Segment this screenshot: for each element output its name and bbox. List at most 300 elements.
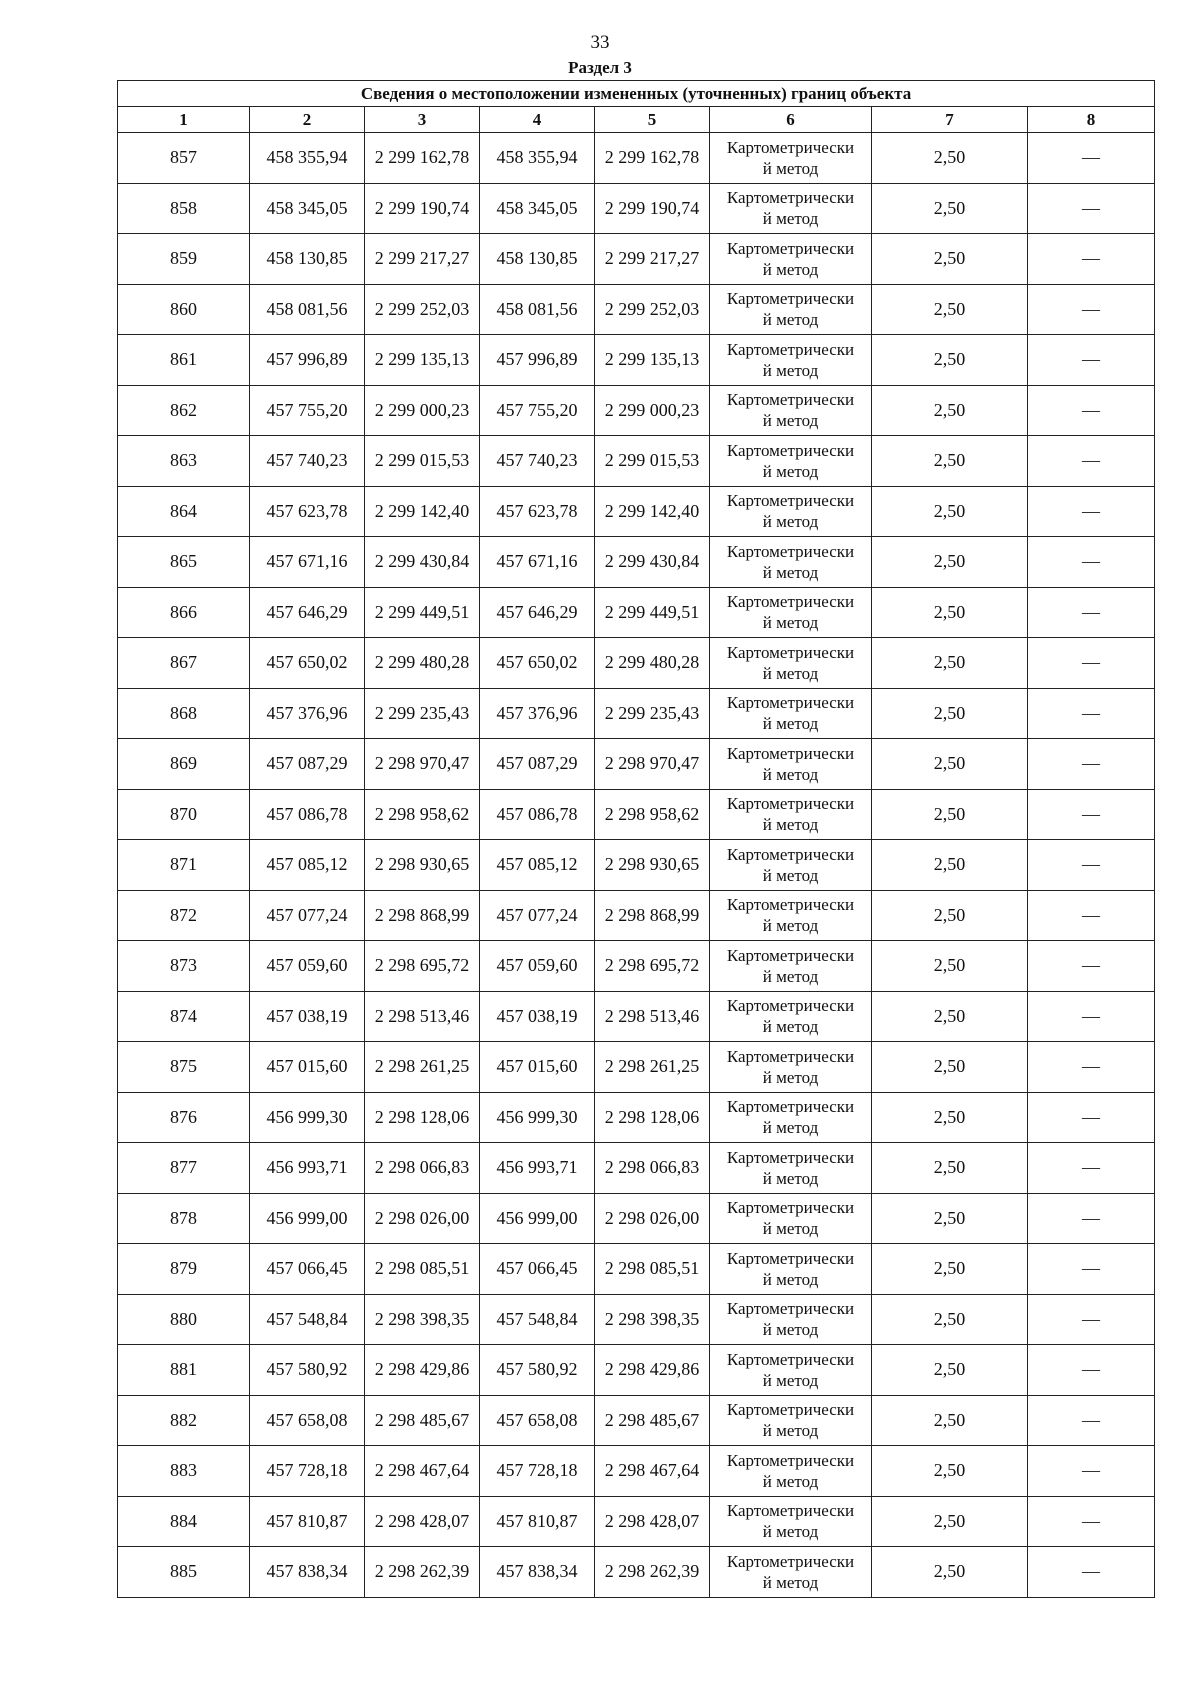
coordinate-y-cell: 2 298 970,47 <box>595 739 710 790</box>
table-row <box>118 991 1155 1042</box>
coordinate-y-cell: 2 298 262,39 <box>365 1547 480 1598</box>
coordinate-y-cell: 2 298 868,99 <box>595 890 710 941</box>
coordinate-y-cell: 2 299 430,84 <box>595 537 710 588</box>
coordinate-y-cell: 2 298 085,51 <box>365 1244 480 1295</box>
coordinate-y-cell: 2 298 695,72 <box>365 941 480 992</box>
accuracy-cell: 2,50 <box>872 133 1028 184</box>
point-number-cell: 878 <box>118 1193 250 1244</box>
dash-cell: — <box>1028 486 1155 537</box>
coordinate-x-cell: 457 755,20 <box>480 385 595 436</box>
method-cell <box>710 436 872 487</box>
table-row <box>118 133 1155 184</box>
method-text-line: й метод <box>762 158 819 178</box>
method-cell <box>710 941 872 992</box>
method-text-line: й метод <box>762 360 819 380</box>
method-text-line: й метод <box>762 1017 819 1037</box>
dash-cell: — <box>1028 1143 1155 1194</box>
table-row <box>118 739 1155 790</box>
coordinate-y-cell: 2 298 485,67 <box>365 1395 480 1446</box>
point-number-cell: 875 <box>118 1042 250 1093</box>
method-cell <box>710 1042 872 1093</box>
point-number-cell: 862 <box>118 385 250 436</box>
method-text-line: й метод <box>762 411 819 431</box>
dash-cell: — <box>1028 1496 1155 1547</box>
point-number-cell: 866 <box>118 587 250 638</box>
dash-cell: — <box>1028 335 1155 386</box>
method-text-line: й метод <box>762 461 819 481</box>
point-number-cell: 873 <box>118 941 250 992</box>
coordinate-x-cell: 457 646,29 <box>480 587 595 638</box>
coordinate-y-cell: 2 299 252,03 <box>365 284 480 335</box>
method-text-line: й метод <box>762 310 819 330</box>
coordinate-y-cell: 2 298 429,86 <box>595 1345 710 1396</box>
table-body <box>118 133 1155 1598</box>
table-row <box>118 335 1155 386</box>
accuracy-cell: 2,50 <box>872 688 1028 739</box>
coordinate-y-cell: 2 298 958,62 <box>365 789 480 840</box>
point-number-cell: 867 <box>118 638 250 689</box>
method-cell <box>710 1294 872 1345</box>
method-text-line: й метод <box>762 512 819 532</box>
method-cell <box>710 1496 872 1547</box>
coordinate-x-cell: 457 548,84 <box>250 1294 365 1345</box>
method-cell <box>710 1446 872 1497</box>
point-number-cell: 881 <box>118 1345 250 1396</box>
method-cell <box>710 991 872 1042</box>
method-text-line: Картометрически <box>726 1248 855 1268</box>
method-text-line: й метод <box>762 714 819 734</box>
method-text-line: Картометрически <box>726 996 855 1016</box>
method-cell <box>710 486 872 537</box>
coordinate-x-cell: 457 623,78 <box>250 486 365 537</box>
table-row <box>118 587 1155 638</box>
method-cell <box>710 840 872 891</box>
coordinate-y-cell: 2 298 026,00 <box>595 1193 710 1244</box>
coordinate-y-cell: 2 299 217,27 <box>595 234 710 285</box>
point-number-cell: 870 <box>118 789 250 840</box>
dash-cell: — <box>1028 1446 1155 1497</box>
coordinate-y-cell: 2 298 066,83 <box>595 1143 710 1194</box>
method-cell <box>710 1143 872 1194</box>
point-number-cell: 877 <box>118 1143 250 1194</box>
method-text-line: й метод <box>762 1320 819 1340</box>
table-row <box>118 890 1155 941</box>
table-row <box>118 234 1155 285</box>
method-text-line: й метод <box>762 764 819 784</box>
method-text-line: Картометрически <box>726 188 855 208</box>
method-text-line: й метод <box>762 1522 819 1542</box>
coordinate-x-cell: 457 755,20 <box>250 385 365 436</box>
point-number-cell: 880 <box>118 1294 250 1345</box>
coordinate-x-cell: 457 650,02 <box>250 638 365 689</box>
column-header: 6 <box>710 107 872 133</box>
coordinate-y-cell: 2 298 261,25 <box>595 1042 710 1093</box>
accuracy-cell: 2,50 <box>872 890 1028 941</box>
method-text-line: Картометрически <box>726 137 855 157</box>
method-text-line: Картометрически <box>726 238 855 258</box>
coordinate-x-cell: 457 059,60 <box>250 941 365 992</box>
dash-cell: — <box>1028 1294 1155 1345</box>
coordinate-y-cell: 2 299 190,74 <box>365 183 480 234</box>
method-text-line: Картометрически <box>726 1147 855 1167</box>
coordinate-x-cell: 458 081,56 <box>250 284 365 335</box>
point-number-cell: 858 <box>118 183 250 234</box>
method-text-line: Картометрически <box>726 794 855 814</box>
coordinate-y-cell: 2 298 958,62 <box>595 789 710 840</box>
page-number: 33 <box>590 32 610 53</box>
method-text-line: Картометрически <box>726 743 855 763</box>
coordinate-y-cell: 2 299 235,43 <box>365 688 480 739</box>
accuracy-cell: 2,50 <box>872 1143 1028 1194</box>
coordinate-x-cell: 458 345,05 <box>250 183 365 234</box>
method-text-line: й метод <box>762 1118 819 1138</box>
table-caption: Сведения о местоположении измененных (уточненных) границ объекта <box>118 81 1155 107</box>
dash-cell: — <box>1028 1042 1155 1093</box>
coordinate-x-cell: 457 623,78 <box>480 486 595 537</box>
dash-cell: — <box>1028 1193 1155 1244</box>
coordinate-x-cell: 457 376,96 <box>250 688 365 739</box>
accuracy-cell: 2,50 <box>872 1092 1028 1143</box>
dash-cell: — <box>1028 840 1155 891</box>
coordinate-x-cell: 457 650,02 <box>480 638 595 689</box>
table-row <box>118 1244 1155 1295</box>
point-number-cell: 884 <box>118 1496 250 1547</box>
method-text-line: Картометрически <box>726 1400 855 1420</box>
table-row <box>118 1395 1155 1446</box>
coordinate-x-cell: 457 646,29 <box>250 587 365 638</box>
coordinate-x-cell: 457 015,60 <box>480 1042 595 1093</box>
coordinate-y-cell: 2 299 162,78 <box>365 133 480 184</box>
method-text-line: й метод <box>762 916 819 936</box>
coordinate-y-cell: 2 298 930,65 <box>595 840 710 891</box>
coordinate-y-cell: 2 298 398,35 <box>595 1294 710 1345</box>
dash-cell: — <box>1028 1395 1155 1446</box>
dash-cell: — <box>1028 436 1155 487</box>
coordinate-y-cell: 2 299 480,28 <box>595 638 710 689</box>
point-number-cell: 885 <box>118 1547 250 1598</box>
table-row <box>118 1143 1155 1194</box>
accuracy-cell: 2,50 <box>872 335 1028 386</box>
coordinate-x-cell: 457 085,12 <box>480 840 595 891</box>
table-row <box>118 1294 1155 1345</box>
coordinate-x-cell: 456 993,71 <box>480 1143 595 1194</box>
method-text-line: й метод <box>762 815 819 835</box>
accuracy-cell: 2,50 <box>872 436 1028 487</box>
accuracy-cell: 2,50 <box>872 1042 1028 1093</box>
coordinate-x-cell: 457 740,23 <box>250 436 365 487</box>
dash-cell: — <box>1028 1244 1155 1295</box>
coordinate-x-cell: 457 810,87 <box>250 1496 365 1547</box>
column-header: 7 <box>872 107 1028 133</box>
point-number-cell: 857 <box>118 133 250 184</box>
point-number-cell: 859 <box>118 234 250 285</box>
coordinate-y-cell: 2 298 467,64 <box>595 1446 710 1497</box>
method-cell <box>710 1547 872 1598</box>
table-row <box>118 688 1155 739</box>
coordinate-y-cell: 2 299 449,51 <box>595 587 710 638</box>
coordinate-y-cell: 2 299 015,53 <box>595 436 710 487</box>
coordinate-y-cell: 2 298 868,99 <box>365 890 480 941</box>
coordinate-y-cell: 2 299 252,03 <box>595 284 710 335</box>
accuracy-cell: 2,50 <box>872 587 1028 638</box>
point-number-cell: 869 <box>118 739 250 790</box>
point-number-cell: 860 <box>118 284 250 335</box>
table-row <box>118 638 1155 689</box>
accuracy-cell: 2,50 <box>872 183 1028 234</box>
coordinate-x-cell: 458 355,94 <box>480 133 595 184</box>
table-row <box>118 537 1155 588</box>
coordinate-x-cell: 458 355,94 <box>250 133 365 184</box>
dash-cell: — <box>1028 537 1155 588</box>
method-text-line: й метод <box>762 1370 819 1390</box>
method-text-line: Картометрически <box>726 440 855 460</box>
coordinate-x-cell: 457 059,60 <box>480 941 595 992</box>
method-text-line: Картометрически <box>726 1198 855 1218</box>
method-text-line: Картометрически <box>726 390 855 410</box>
coordinate-x-cell: 457 038,19 <box>480 991 595 1042</box>
method-cell <box>710 1244 872 1295</box>
dash-cell: — <box>1028 284 1155 335</box>
accuracy-cell: 2,50 <box>872 1294 1028 1345</box>
coordinate-x-cell: 457 580,92 <box>250 1345 365 1396</box>
coordinate-x-cell: 457 086,78 <box>480 789 595 840</box>
table-row <box>118 1193 1155 1244</box>
coordinate-x-cell: 457 077,24 <box>250 890 365 941</box>
coordinate-x-cell: 457 548,84 <box>480 1294 595 1345</box>
coordinate-x-cell: 456 999,30 <box>250 1092 365 1143</box>
table-row <box>118 284 1155 335</box>
method-text-line: й метод <box>762 966 819 986</box>
coordinate-y-cell: 2 298 128,06 <box>365 1092 480 1143</box>
method-text-line: й метод <box>762 1269 819 1289</box>
coordinate-x-cell: 456 999,00 <box>480 1193 595 1244</box>
coordinate-y-cell: 2 298 128,06 <box>595 1092 710 1143</box>
dash-cell: — <box>1028 638 1155 689</box>
point-number-cell: 863 <box>118 436 250 487</box>
coordinate-x-cell: 458 130,85 <box>480 234 595 285</box>
accuracy-cell: 2,50 <box>872 1345 1028 1396</box>
dash-cell: — <box>1028 1547 1155 1598</box>
accuracy-cell: 2,50 <box>872 486 1028 537</box>
method-cell <box>710 789 872 840</box>
coordinate-y-cell: 2 299 135,13 <box>595 335 710 386</box>
coordinate-y-cell: 2 298 513,46 <box>595 991 710 1042</box>
coordinate-y-cell: 2 298 930,65 <box>365 840 480 891</box>
method-cell <box>710 638 872 689</box>
table-row <box>118 1547 1155 1598</box>
accuracy-cell: 2,50 <box>872 941 1028 992</box>
point-number-cell: 868 <box>118 688 250 739</box>
coordinate-x-cell: 457 066,45 <box>250 1244 365 1295</box>
coordinate-x-cell: 457 838,34 <box>480 1547 595 1598</box>
section-title: Раздел 3 <box>568 58 632 77</box>
method-text-line: Картометрически <box>726 642 855 662</box>
point-number-cell: 872 <box>118 890 250 941</box>
coordinate-y-cell: 2 299 135,13 <box>365 335 480 386</box>
coordinate-x-cell: 457 728,18 <box>250 1446 365 1497</box>
method-text-line: й метод <box>762 663 819 683</box>
coordinate-y-cell: 2 299 015,53 <box>365 436 480 487</box>
accuracy-cell: 2,50 <box>872 739 1028 790</box>
coordinate-x-cell: 456 999,30 <box>480 1092 595 1143</box>
accuracy-cell: 2,50 <box>872 1395 1028 1446</box>
coordinate-x-cell: 458 130,85 <box>250 234 365 285</box>
dash-cell: — <box>1028 183 1155 234</box>
dash-cell: — <box>1028 941 1155 992</box>
coordinate-y-cell: 2 299 000,23 <box>595 385 710 436</box>
table-row <box>118 1345 1155 1396</box>
accuracy-cell: 2,50 <box>872 1244 1028 1295</box>
point-number-cell: 879 <box>118 1244 250 1295</box>
coordinate-x-cell: 457 086,78 <box>250 789 365 840</box>
point-number-cell: 861 <box>118 335 250 386</box>
dash-cell: — <box>1028 234 1155 285</box>
dash-cell: — <box>1028 739 1155 790</box>
method-text-line: й метод <box>762 865 819 885</box>
coordinate-y-cell: 2 298 429,86 <box>365 1345 480 1396</box>
coordinate-x-cell: 457 087,29 <box>480 739 595 790</box>
coordinate-x-cell: 457 038,19 <box>250 991 365 1042</box>
coordinate-x-cell: 457 728,18 <box>480 1446 595 1497</box>
method-text-line: й метод <box>762 209 819 229</box>
accuracy-cell: 2,50 <box>872 1547 1028 1598</box>
coordinate-y-cell: 2 298 026,00 <box>365 1193 480 1244</box>
method-text-line: й метод <box>762 259 819 279</box>
coordinate-y-cell: 2 299 480,28 <box>365 638 480 689</box>
coordinate-x-cell: 457 015,60 <box>250 1042 365 1093</box>
coordinate-y-cell: 2 298 485,67 <box>595 1395 710 1446</box>
method-text-line: й метод <box>762 1168 819 1188</box>
coordinate-x-cell: 457 087,29 <box>250 739 365 790</box>
method-cell <box>710 1345 872 1396</box>
coordinates-table <box>117 80 1155 1598</box>
accuracy-cell: 2,50 <box>872 789 1028 840</box>
coordinate-y-cell: 2 299 235,43 <box>595 688 710 739</box>
coordinate-x-cell: 456 999,00 <box>250 1193 365 1244</box>
method-text-line: Картометрически <box>726 945 855 965</box>
point-number-cell: 876 <box>118 1092 250 1143</box>
coordinate-x-cell: 457 671,16 <box>250 537 365 588</box>
coordinate-y-cell: 2 299 449,51 <box>365 587 480 638</box>
coordinate-x-cell: 458 081,56 <box>480 284 595 335</box>
method-text-line: Картометрически <box>726 1349 855 1369</box>
point-number-cell: 865 <box>118 537 250 588</box>
column-header: 3 <box>365 107 480 133</box>
coordinate-x-cell: 457 740,23 <box>480 436 595 487</box>
method-cell <box>710 587 872 638</box>
accuracy-cell: 2,50 <box>872 991 1028 1042</box>
method-cell <box>710 890 872 941</box>
method-text-line: Картометрически <box>726 491 855 511</box>
method-cell <box>710 739 872 790</box>
accuracy-cell: 2,50 <box>872 638 1028 689</box>
method-cell <box>710 1092 872 1143</box>
coordinate-y-cell: 2 299 190,74 <box>595 183 710 234</box>
coordinate-y-cell: 2 298 261,25 <box>365 1042 480 1093</box>
coordinate-x-cell: 457 658,08 <box>480 1395 595 1446</box>
table-row <box>118 1092 1155 1143</box>
table-row <box>118 840 1155 891</box>
coordinate-y-cell: 2 298 398,35 <box>365 1294 480 1345</box>
coordinate-x-cell: 457 838,34 <box>250 1547 365 1598</box>
method-text-line: й метод <box>762 1471 819 1491</box>
dash-cell: — <box>1028 133 1155 184</box>
coordinate-y-cell: 2 298 428,07 <box>595 1496 710 1547</box>
coordinate-y-cell: 2 298 467,64 <box>365 1446 480 1497</box>
dash-cell: — <box>1028 1092 1155 1143</box>
method-text-line: й метод <box>762 1421 819 1441</box>
method-text-line: Картометрически <box>726 1551 855 1571</box>
table-row <box>118 385 1155 436</box>
method-cell <box>710 1395 872 1446</box>
coordinate-x-cell: 457 085,12 <box>250 840 365 891</box>
accuracy-cell: 2,50 <box>872 840 1028 891</box>
method-text-line: Картометрически <box>726 1450 855 1470</box>
accuracy-cell: 2,50 <box>872 385 1028 436</box>
method-text-line: й метод <box>762 613 819 633</box>
coordinate-y-cell: 2 298 085,51 <box>595 1244 710 1295</box>
coordinate-y-cell: 2 299 142,40 <box>595 486 710 537</box>
coordinate-x-cell: 457 996,89 <box>250 335 365 386</box>
coordinate-x-cell: 457 671,16 <box>480 537 595 588</box>
method-cell <box>710 234 872 285</box>
column-header: 5 <box>595 107 710 133</box>
coordinate-x-cell: 457 077,24 <box>480 890 595 941</box>
coordinate-y-cell: 2 298 066,83 <box>365 1143 480 1194</box>
method-text-line: й метод <box>762 1572 819 1592</box>
table-row <box>118 1042 1155 1093</box>
column-header-row <box>118 107 1155 133</box>
accuracy-cell: 2,50 <box>872 537 1028 588</box>
method-cell <box>710 284 872 335</box>
method-text-line: Картометрически <box>726 592 855 612</box>
coordinate-x-cell: 457 810,87 <box>480 1496 595 1547</box>
dash-cell: — <box>1028 789 1155 840</box>
coordinate-y-cell: 2 298 262,39 <box>595 1547 710 1598</box>
method-cell <box>710 183 872 234</box>
method-cell <box>710 1193 872 1244</box>
coordinate-y-cell: 2 299 217,27 <box>365 234 480 285</box>
method-text-line: Картометрически <box>726 844 855 864</box>
method-text-line: Картометрически <box>726 289 855 309</box>
coordinate-y-cell: 2 299 162,78 <box>595 133 710 184</box>
column-header: 8 <box>1028 107 1155 133</box>
method-text-line: Картометрически <box>726 1299 855 1319</box>
dash-cell: — <box>1028 991 1155 1042</box>
method-text-line: Картометрически <box>726 541 855 561</box>
method-cell <box>710 688 872 739</box>
coordinate-y-cell: 2 298 428,07 <box>365 1496 480 1547</box>
method-cell <box>710 133 872 184</box>
table-row <box>118 183 1155 234</box>
column-header: 4 <box>480 107 595 133</box>
dash-cell: — <box>1028 1345 1155 1396</box>
method-text-line: Картометрически <box>726 895 855 915</box>
accuracy-cell: 2,50 <box>872 1446 1028 1497</box>
point-number-cell: 871 <box>118 840 250 891</box>
coordinate-x-cell: 456 993,71 <box>250 1143 365 1194</box>
method-text-line: й метод <box>762 1219 819 1239</box>
method-text-line: Картометрически <box>726 693 855 713</box>
table-row <box>118 436 1155 487</box>
coordinate-x-cell: 457 996,89 <box>480 335 595 386</box>
point-number-cell: 874 <box>118 991 250 1042</box>
point-number-cell: 882 <box>118 1395 250 1446</box>
dash-cell: — <box>1028 385 1155 436</box>
coordinate-x-cell: 457 580,92 <box>480 1345 595 1396</box>
coordinate-y-cell: 2 298 513,46 <box>365 991 480 1042</box>
method-text-line: Картометрически <box>726 1046 855 1066</box>
